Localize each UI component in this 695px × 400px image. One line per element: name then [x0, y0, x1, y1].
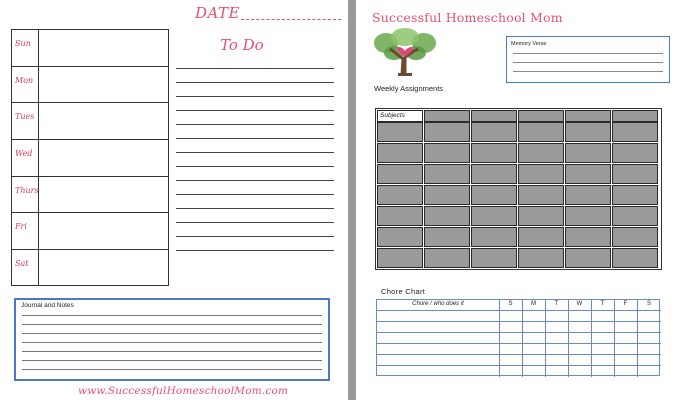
- chore-day-header: T: [600, 301, 605, 307]
- assignment-cell[interactable]: [424, 164, 470, 184]
- chore-row[interactable]: [377, 343, 661, 344]
- assignment-cell[interactable]: [377, 248, 423, 268]
- todo-line[interactable]: [176, 250, 334, 251]
- assignment-header-cell[interactable]: [424, 110, 470, 122]
- day-row-wed[interactable]: [12, 140, 168, 177]
- tree-heart-logo-icon: [372, 27, 438, 77]
- todo-line[interactable]: [176, 208, 334, 209]
- assignment-cell[interactable]: [377, 185, 423, 205]
- right-page: [356, 0, 695, 400]
- assignment-cell[interactable]: [377, 227, 423, 247]
- assignment-cell[interactable]: [612, 185, 658, 205]
- assignment-header-cell[interactable]: [518, 110, 564, 122]
- chore-row[interactable]: [377, 332, 661, 333]
- assignment-cell[interactable]: [424, 143, 470, 163]
- chore-chart-table: [376, 299, 660, 376]
- chore-day-header: M: [531, 301, 536, 307]
- journal-title: Journal and Notes: [21, 302, 74, 309]
- day-label-wed: Wed: [15, 149, 33, 158]
- chore-day-header: S: [646, 301, 651, 307]
- page-gutter: [348, 0, 356, 400]
- day-row-sun[interactable]: [12, 30, 168, 67]
- todo-line[interactable]: [176, 124, 334, 125]
- assignment-cell[interactable]: [565, 122, 611, 142]
- assignment-cell[interactable]: [612, 227, 658, 247]
- assignment-cell[interactable]: [424, 206, 470, 226]
- date-field[interactable]: [195, 4, 345, 24]
- memory-verse-box[interactable]: [506, 36, 670, 83]
- daily-schedule-grid: [11, 29, 169, 286]
- assignment-cell[interactable]: [565, 143, 611, 163]
- assignment-header-cell[interactable]: [612, 110, 658, 122]
- todo-line[interactable]: [176, 152, 334, 153]
- weekly-assignments-title: Weekly Assignments: [374, 84, 444, 93]
- journal-line: [22, 324, 322, 325]
- chore-day-header: W: [576, 301, 583, 307]
- assignment-cell[interactable]: [377, 122, 423, 142]
- day-row-mon[interactable]: [12, 67, 168, 103]
- journal-line: [22, 369, 322, 370]
- assignment-cell[interactable]: [518, 143, 564, 163]
- journal-line: [22, 342, 322, 343]
- verse-line: [513, 53, 663, 54]
- assignment-cell[interactable]: [565, 164, 611, 184]
- subjects-header: Subjects: [380, 112, 405, 119]
- day-row-fri[interactable]: [12, 213, 168, 250]
- assignment-header-cell[interactable]: [565, 110, 611, 122]
- todo-line[interactable]: [176, 82, 334, 83]
- assignment-cell[interactable]: [518, 185, 564, 205]
- day-row-sat[interactable]: [12, 250, 168, 285]
- todo-line[interactable]: [176, 138, 334, 139]
- journal-line: [22, 360, 322, 361]
- assignment-header-cell[interactable]: [471, 110, 517, 122]
- assignment-cell[interactable]: [471, 248, 517, 268]
- chore-day-header: F: [623, 301, 628, 307]
- journal-line: [22, 333, 322, 334]
- brand-title: Successful Homeschool Mom: [372, 10, 563, 25]
- site-url: www.SuccessfulHomeschoolMom.com: [78, 385, 289, 397]
- journal-notes-box[interactable]: [14, 298, 330, 381]
- assignment-cell[interactable]: [471, 122, 517, 142]
- weekly-assignments-grid: [375, 108, 662, 270]
- day-label-sun: Sun: [15, 39, 31, 48]
- assignment-cell[interactable]: [518, 122, 564, 142]
- todo-line[interactable]: [176, 194, 334, 195]
- assignment-cell[interactable]: [565, 248, 611, 268]
- subjects-header-cell: [377, 110, 423, 122]
- assignment-cell[interactable]: [424, 227, 470, 247]
- todo-line[interactable]: [176, 96, 334, 97]
- todo-line[interactable]: [176, 180, 334, 181]
- day-label-fri: Fri: [15, 222, 27, 231]
- assignment-cell[interactable]: [471, 143, 517, 163]
- assignment-cell[interactable]: [518, 248, 564, 268]
- todo-title: To Do: [220, 36, 264, 54]
- todo-line[interactable]: [176, 236, 334, 237]
- assignment-cell[interactable]: [377, 164, 423, 184]
- chore-row[interactable]: [377, 365, 661, 366]
- date-blank-line: [241, 19, 341, 20]
- assignment-cell[interactable]: [612, 206, 658, 226]
- assignment-cell[interactable]: [471, 185, 517, 205]
- todo-line[interactable]: [176, 68, 334, 69]
- todo-line[interactable]: [176, 222, 334, 223]
- verse-line: [513, 62, 663, 63]
- assignment-cell[interactable]: [565, 206, 611, 226]
- assignment-cell[interactable]: [424, 185, 470, 205]
- date-label: DATE: [195, 4, 240, 22]
- verse-line: [513, 71, 663, 72]
- day-label-tues: Tues: [15, 112, 35, 121]
- day-label-mon: Mon: [15, 76, 34, 85]
- memory-verse-title: Memory Verse: [511, 41, 547, 47]
- assignment-cell[interactable]: [424, 248, 470, 268]
- journal-line: [22, 315, 322, 316]
- chore-row[interactable]: [377, 354, 661, 355]
- assignment-cell[interactable]: [612, 248, 658, 268]
- assignment-cell[interactable]: [377, 143, 423, 163]
- chore-day-header: T: [554, 301, 559, 307]
- assignment-cell[interactable]: [424, 122, 470, 142]
- assignment-cell[interactable]: [518, 164, 564, 184]
- assignment-cell[interactable]: [471, 227, 517, 247]
- assignment-cell[interactable]: [518, 227, 564, 247]
- assignment-cell[interactable]: [471, 206, 517, 226]
- assignment-cell[interactable]: [612, 143, 658, 163]
- day-row-thurs[interactable]: [12, 177, 168, 213]
- assignment-cell[interactable]: [565, 185, 611, 205]
- assignment-cell[interactable]: [471, 164, 517, 184]
- assignment-cell[interactable]: [565, 227, 611, 247]
- todo-line[interactable]: [176, 110, 334, 111]
- assignment-cell[interactable]: [377, 206, 423, 226]
- day-row-tues[interactable]: [12, 103, 168, 140]
- day-label-sat: Sat: [15, 259, 29, 268]
- chore-chart-title: Chore Chart: [381, 287, 426, 296]
- assignment-cell[interactable]: [518, 206, 564, 226]
- assignment-cell[interactable]: [612, 122, 658, 142]
- chore-day-header: S: [508, 301, 513, 307]
- todo-line[interactable]: [176, 166, 334, 167]
- chore-row[interactable]: [377, 310, 661, 311]
- chore-row[interactable]: [377, 321, 661, 322]
- day-label-thurs: Thurs: [15, 186, 39, 195]
- assignment-cell[interactable]: [612, 164, 658, 184]
- chore-column-header: Chore / who does it: [412, 301, 464, 307]
- journal-line: [22, 351, 322, 352]
